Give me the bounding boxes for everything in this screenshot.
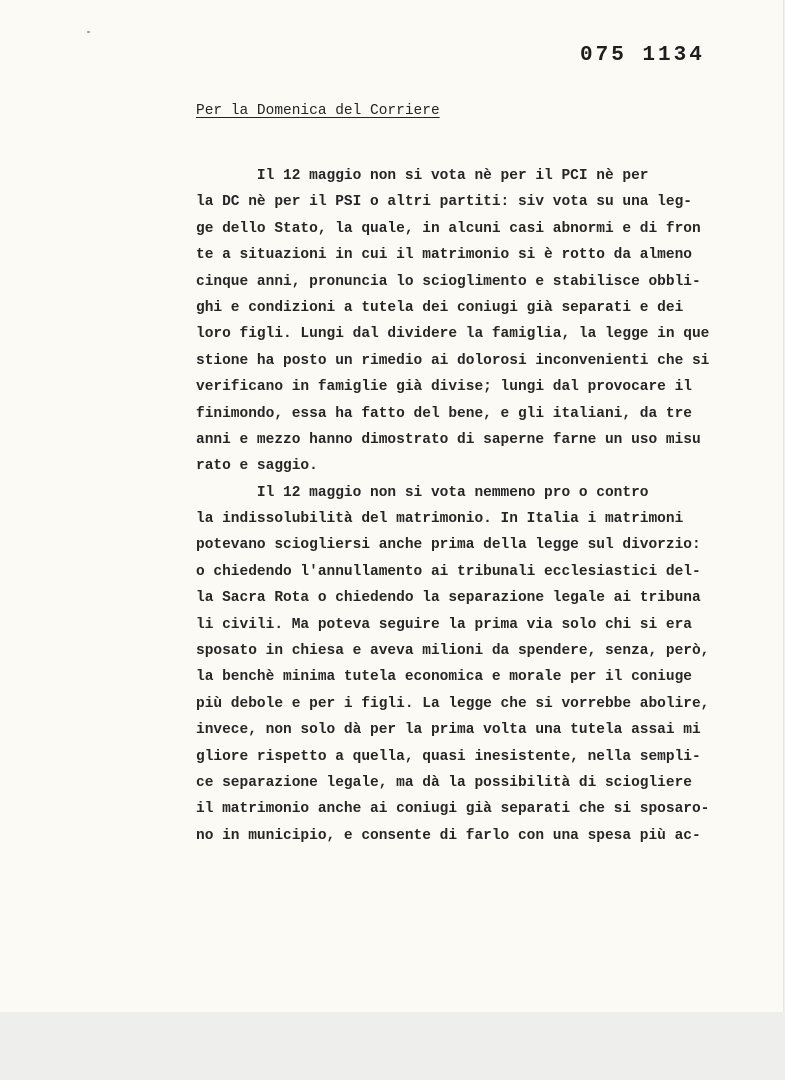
- text-line: Il 12 maggio non si vota nemmeno pro o contro: [196, 484, 649, 501]
- text-line: no in municipio, e consente di farlo con una spesa più ac-: [196, 827, 701, 844]
- text-line: cinque anni, pronuncia lo scioglimento e stabilisce obbli-: [196, 273, 701, 290]
- text-line: ghi e condizioni a tutela dei coniugi già separati e dei: [196, 299, 684, 316]
- text-line: ge dello Stato, la quale, in alcuni casi abnormi e di fron: [196, 220, 701, 237]
- page-number: 075 1134: [580, 44, 705, 67]
- text-line: invece, non solo dà per la prima volta una tutela assai mi: [196, 722, 701, 739]
- text-line: verificano in famiglie già divise; lungi dal provocare il: [196, 379, 692, 396]
- text-line: più debole e per i figli. La legge che si vorrebbe abolire,: [196, 695, 710, 712]
- text-line: te a situazioni in cui il matrimonio si è rotto da almeno: [196, 247, 692, 264]
- paragraph-2: [196, 480, 756, 849]
- text-line: la DC nè per il PSI o altri partiti: siv vota su una leg-: [196, 194, 692, 211]
- text-line: il matrimonio anche ai coniugi già separati che si sposaro-: [196, 801, 710, 818]
- text-line: rato e saggio.: [196, 458, 318, 475]
- text-line: potevano sciogliersi anche prima della legge sul divorzio:: [196, 537, 701, 554]
- document-heading: Per la Domenica del Corriere: [196, 103, 440, 119]
- text-line: finimondo, essa ha fatto del bene, e gli italiani, da tre: [196, 405, 692, 422]
- text-line: stione ha posto un rimedio ai dolorosi inconvenienti che si: [196, 352, 710, 369]
- text-line: Il 12 maggio non si vota nè per il PCI nè per: [196, 168, 649, 184]
- paragraph-1: [196, 163, 756, 480]
- text-line: o chiedendo l'annullamento ai tribunali ecclesiastici del-: [196, 563, 701, 580]
- text-line: la indissolubilità del matrimonio. In Italia i matrimoni: [196, 511, 684, 528]
- text-line: sposato in chiesa e aveva milioni da spendere, senza, però,: [196, 643, 710, 660]
- scan-background: [0, 1012, 785, 1080]
- text-line: la benchè minima tutela economica e morale per il coniuge: [196, 669, 692, 686]
- text-line: anni e mezzo hanno dimostrato di saperne farne un uso misu: [196, 431, 701, 448]
- text-line: li civili. Ma poteva seguire la prima via solo chi si era: [196, 616, 692, 633]
- scan-speck: [87, 31, 90, 33]
- body-text: [196, 163, 756, 849]
- text-line: loro figli. Lungi dal dividere la famiglia, la legge in que: [196, 326, 710, 343]
- text-line: gliore rispetto a quella, quasi inesistente, nella sempli-: [196, 748, 701, 765]
- text-line: ce separazione legale, ma dà la possibilità di sciogliere: [196, 774, 692, 791]
- text-line: la Sacra Rota o chiedendo la separazione legale ai tribuna: [196, 590, 701, 607]
